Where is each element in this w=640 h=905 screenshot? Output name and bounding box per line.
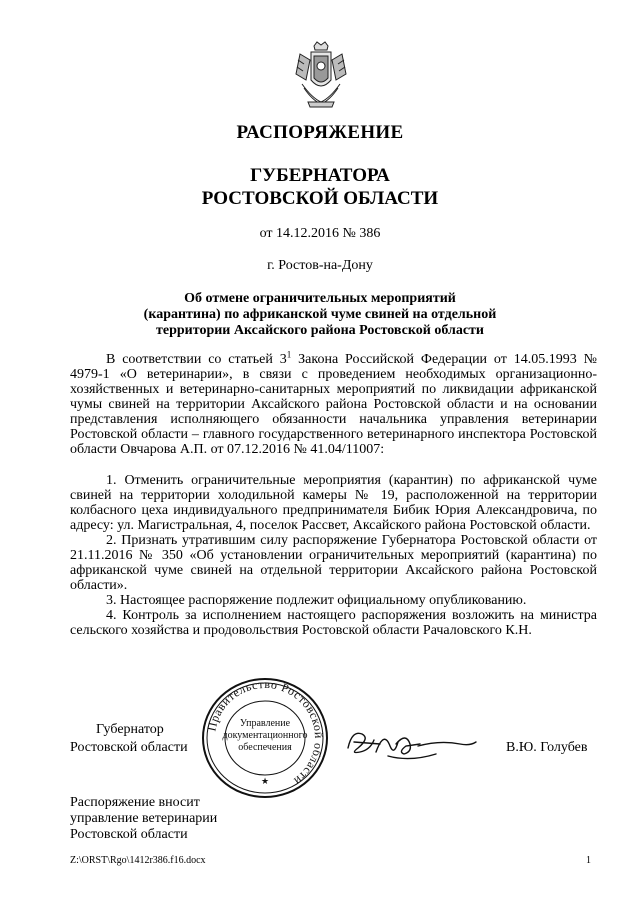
date-number-line: от 14.12.2016 № 386 xyxy=(259,226,381,241)
order-item-3: 3. Настоящее распоряжение подлежит официальному опубликованию. xyxy=(106,593,527,608)
order-item-4: 4. Контроль за исполнением настоящего распоряжения возложить на министра сельского хозяйства и продовольствия Ростовской области Рачаловского К.Н. xyxy=(70,608,597,638)
seal-inner-line1: Управление xyxy=(239,718,291,729)
note-line3: Ростовской области xyxy=(70,827,188,842)
order-item-1: 1. Отменить ограничительные мероприятия (карантин) по африканской чуме свиней на территории холодильной камеры № 19, расположенной на территории колбасного цеха индивидуального предпринимателя Бибик Юрия Александровича, по адресу: ул. Магистральная, 4, поселок Рассвет, Аксайского района Ростовской области. xyxy=(70,473,597,533)
seal-ring-text: Правительство Ростовской области xyxy=(204,676,327,789)
seal-star-icon: ★ xyxy=(260,777,270,787)
preamble-superscript: 1 xyxy=(286,349,292,360)
footer-file-path: Z:\ORST\Rgo\1412r386.f16.docx xyxy=(70,855,206,866)
title-line2: (карантина) по африканской чуме свиней на отдельной xyxy=(143,307,497,322)
place-line: г. Ростов-на-Дону xyxy=(267,258,373,273)
preamble-part2: Закона Российской Федерации от 14.05.1993 № 4979-1 «О ветеринарии», в связи с проведением необходимых организационно-хозяйственных и ветеринарно-санитарных мероприятий по ликвидации африканской чумы свиней на территории Аксайского района Ростовской области и на основании представления исполняющего обязанности начальника управления ветеринарии Ростовской области – главного государственного ветеринарного инспектора Ростовской области Овчарова А.П. от 07.12.2016 № 41.04/11007: xyxy=(70,352,597,457)
note-line2: управление ветеринарии xyxy=(70,811,218,826)
signatory-position-line2: Ростовской области xyxy=(70,740,188,755)
submission-note xyxy=(70,795,217,843)
note-line1: Распоряжение вносит xyxy=(70,795,200,810)
issuer-heading-line1: ГУБЕРНАТОРА xyxy=(250,165,390,186)
handwritten-signature xyxy=(340,722,480,766)
title-line3: территории Аксайского района Ростовской области xyxy=(156,323,484,338)
document-title xyxy=(0,291,640,339)
seal-inner-line2: документационного xyxy=(222,730,308,741)
seal-inner-line3: обеспечения xyxy=(238,742,292,753)
order-item-2: 2. Признать утратившим силу распоряжение Губернатора Ростовской области от 21.11.2016 № 350 «Об установлении ограничительных мероприятий (карантина) по африканской чуме свиней на отдельной территории Аксайского района Ростовской области». xyxy=(70,533,597,593)
official-seal-stamp xyxy=(200,676,330,800)
footer-page-number: 1 xyxy=(586,855,591,866)
document-body xyxy=(70,349,597,638)
preamble-part1: В соответствии со статьей 3 xyxy=(106,352,287,367)
document-type-heading: РАСПОРЯЖЕНИЕ xyxy=(236,122,404,143)
coat-of-arms-emblem xyxy=(292,40,350,110)
preamble-paragraph xyxy=(70,349,597,457)
signatory-position-line1: Губернатор xyxy=(96,722,164,737)
issuer-heading-line2: РОСТОВСКОЙ ОБЛАСТИ xyxy=(201,188,439,209)
signatory-name: В.Ю. Голубев xyxy=(506,740,588,755)
title-line1: Об отмене ограничительных мероприятий xyxy=(184,291,456,306)
